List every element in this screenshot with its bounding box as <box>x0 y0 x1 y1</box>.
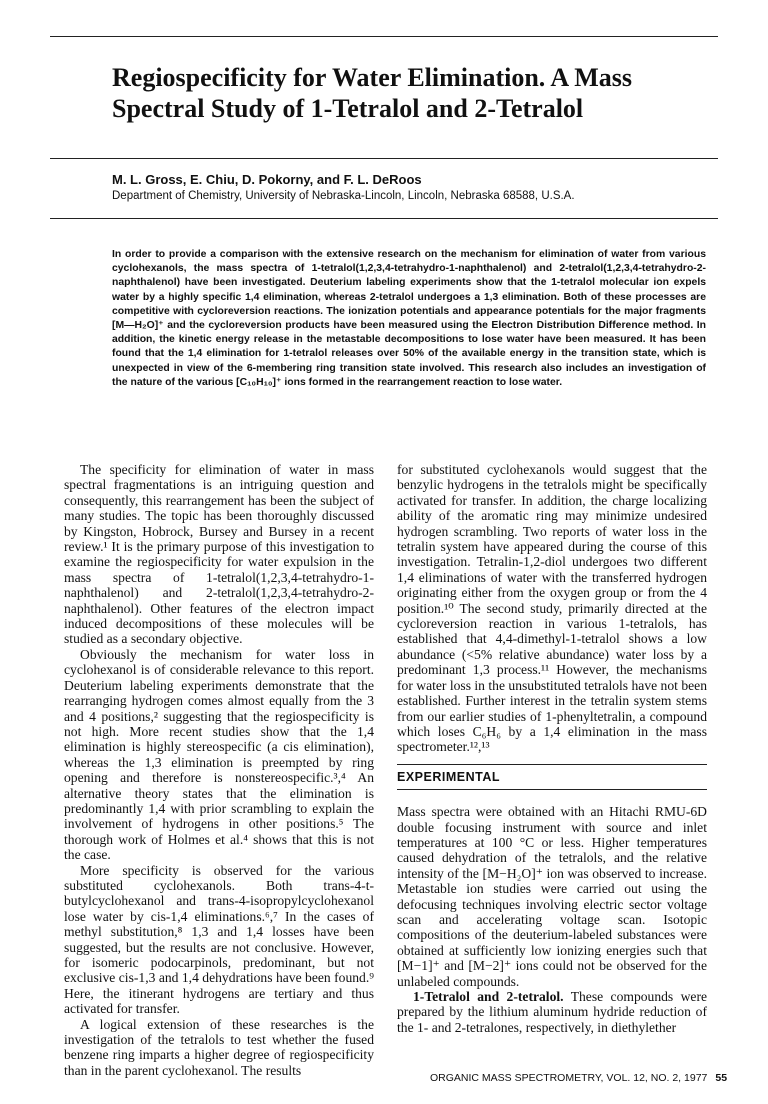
left-column <box>64 462 374 1078</box>
page-footer <box>430 1072 727 1084</box>
right-column <box>397 462 707 1035</box>
continuation-paragraph: for substituted cyclohexanols would suggest that the benzylic hydrogens in the tetralols might be specifically activated for transfer. In addition, the charge localizing ability of the aromatic ring may minimize undesired hydrogen scrambling. Two reports of water loss in the tetralin system have appeared during the course of this investigation. Tetralin-1,2-diol undergoes two different 1,4 eliminations of water with the transferred hydrogen originating either from the oxygen group or from the 4 position.¹⁰ The second study, primarily directed at the cycloreversion reaction in various 1-tetralols, has established that 4,4-dimethyl-1-tetralol shows a low abundance (<5% relative abundance) water loss by a predominant 1,3 process.¹¹ However, the mechanisms for water loss in the unsubstituted tetralols have not been established. Further interest in the tetralin system stems from our earlier studies of 1-phenyltetralin, a compound which loses C₆H₆ by a 1,4 elimination in the mass spectrometer.¹²,¹³ <box>397 462 707 755</box>
affiliation: Department of Chemistry, University of Nebraska-Lincoln, Lincoln, Nebraska 68588, U.S.A. <box>112 190 575 202</box>
intro-paragraph: The specificity for elimination of water in mass spectral fragmentations is an intriguing question and consequently, this rearrangement has been the subject of many studies. The topic has been thoroughly discussed by Kingston, Hobrock, Bursey and Bursey in a recent review.¹ It is the primary purpose of this investigation to examine the regiospecificity for water expulsion in the mass spectra of 1-tetralol(1,2,3,4-tetrahydro-1-naphthalenol) and 2-tetralol(1,2,3,4-tetrahydro-2-naphthalenol). Other features of the electron impact induced decompositions of these molecules will be studied as a secondary objective. <box>64 462 374 647</box>
tetralol-paragraph <box>397 989 707 1035</box>
section-rule <box>397 764 707 765</box>
section-heading-experimental: EXPERIMENTAL <box>397 770 707 790</box>
body-paragraph: A logical extension of these researches is the investigation of the tetralols to test whether the fused benzene ring imparts a higher degree of regiospecificity than in the parent cyclohexanol. The results <box>64 1016 374 1078</box>
header-rule <box>50 218 718 219</box>
top-rule <box>50 36 718 37</box>
title-rule <box>50 158 718 159</box>
article-title: Regiospecificity for Water Elimination. A Mass Spectral Study of 1-Tetralol and 2-Tetralol <box>112 63 632 123</box>
runin-text: These compounds were prepared by the lithium aluminum hydride reduction of the 1- and 2-tetralones, respectively, in diethylether <box>397 989 708 1035</box>
abstract: In order to provide a comparison with the extensive research on the mechanism for elimination of water from various cyclohexanols, the mass spectra of 1-tetralol(1,2,3,4-tetrahydro-1-naphthalenol) and 2-tetralol(1,2,3,4-tetrahydro-2-naphthalenol) have been investigated. Deuterium labeling experiments show that the 1-tetralol molecular ion expels water by a highly specific 1,4 elimination, whereas 2-tetralol undergoes a 1,3 elimination. Both of these processes are competitive with cycloreversion reactions. The ionization potentials and appearance potentials for the major fragments [M—H₂O]⁺ and the cycloreversion products have been measured using the Electron Distribution Difference method. In addition, the kinetic energy release in the metastable decompositions to lose water have been measured. It has been found that the 1,4 elimination for 1-tetralol releases over 50% of the available energy in the transition state, which is unexpected in view of the 6-membering ring transition state involved. This research also includes an investigation of the nature of the various [C₁₀H₁₀]⁺ ions formed in the rearrangement reaction to lose water. <box>112 249 706 388</box>
authors: M. L. Gross, E. Chiu, D. Pokorny, and F. L. DeRoos <box>112 172 422 187</box>
body-paragraph: Obviously the mechanism for water loss in cyclohexanol is of considerable relevance to this report. Deuterium labeling experiments demonstrate that the rearranging hydrogen comes almost equally from the 3 and 4 positions,² suggesting that the regiospecificity is not high. More recent studies show that the 1,4 elimination is highly stereospecific (a cis elimination), whereas the 1,3 elimination is preempted by ring opening and therefore is nonstereospecific.³,⁴ An alternative theory states that the elimination is predominantly 1,4 with prior scrambling to explain the involvement of hydrogens in other positions.⁵ The thorough work of Holmes et al.⁴ shows that this is not the case. <box>64 646 374 863</box>
page-number: 55 <box>715 1072 728 1084</box>
body-paragraph: More specificity is observed for the various substituted cyclohexanols. Both trans-4-t-butylcyclohexanol and trans-4-isopropylcyclohexanol lose water by cis-1,4 eliminations.⁶,⁷ In the cases of methyl substitution,⁸ 1,3 and 1,4 losses have been suggested, but the results are not conclusive. However, for isomeric podocarpinols, predominant, but not exclusive cis-1,3 and 1,4 dehydrations have been found.⁹ Here, the itinerant hydrogens are tertiary and thus activated for transfer. <box>64 862 374 1017</box>
runin-heading: 1-Tetralol and 2-tetralol. <box>413 989 564 1004</box>
journal-citation: ORGANIC MASS SPECTROMETRY, VOL. 12, NO. 2, 1977 <box>430 1072 708 1084</box>
experimental-paragraph: Mass spectra were obtained with an Hitachi RMU-6D double focusing instrument with source and inlet temperatures at 100 °C or less. Higher temperatures caused dehydration of the tetralols, and the relative intensity of the [M−H₂O]⁺ ion was observed to increase. Metastable ion studies were carried out using the defocusing techniques involving electric sector voltage scan and accelerating voltage scan. Isotopic compositions of the deuterium-labeled substances were obtained at sufficiently low ionizing energies such that [M−1]⁺ and [M−2]⁺ ions could not be observed for the unlabeled compounds. <box>397 804 707 989</box>
